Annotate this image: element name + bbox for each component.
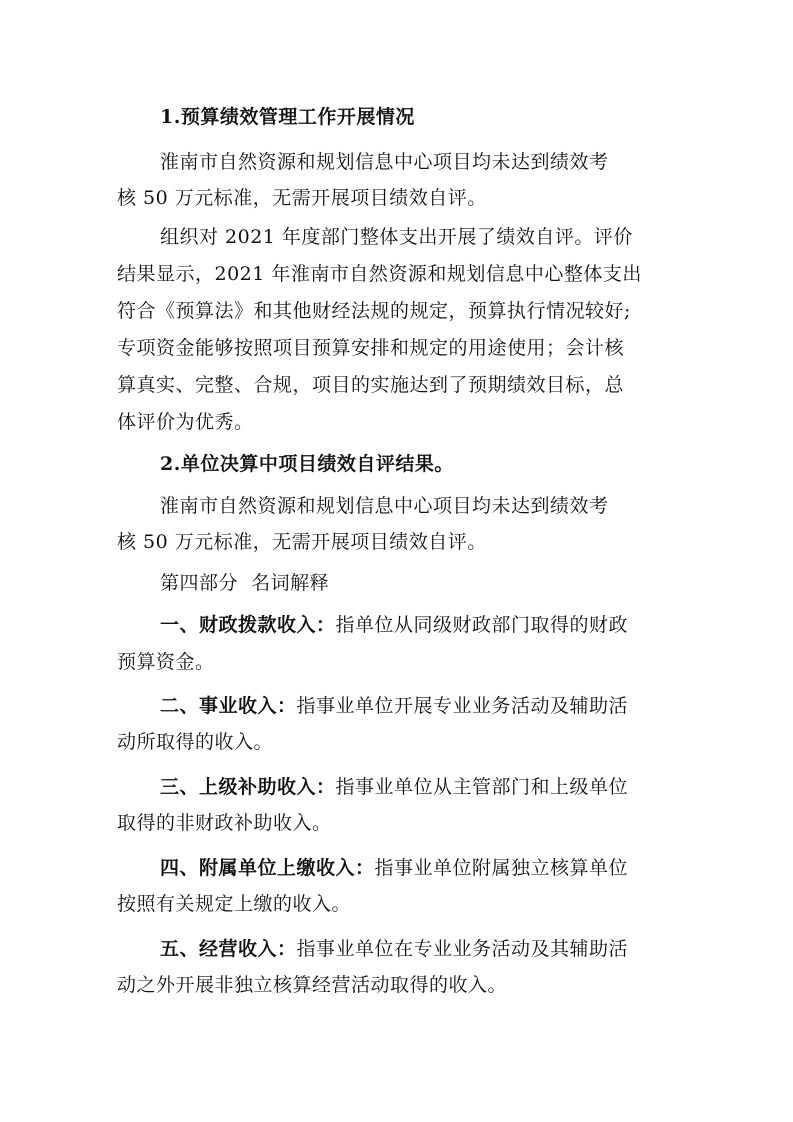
- term-5: [160, 937, 628, 961]
- section-2-para1-line1: 淮南市自然资源和规划信息中心项目均未达到绩效考: [160, 495, 609, 517]
- section-2-heading: 2.单位决算中项目绩效自评结果。: [160, 453, 454, 475]
- term-2: [160, 694, 628, 718]
- term-1-definition: 指单位从同级财政部门取得的财政: [335, 614, 629, 636]
- term-5-continuation: 动之外开展非独立核算经营活动取得的收入。: [117, 974, 508, 996]
- section-1-para2-line6: 体评价为优秀。: [117, 411, 254, 433]
- term-4-name: 四、附属单位上缴收入：: [160, 857, 375, 879]
- term-2-name: 二、事业收入：: [160, 695, 297, 717]
- term-5-definition: 指事业单位在专业业务活动及其辅助活: [296, 938, 629, 960]
- term-5-name: 五、经营收入：: [160, 938, 297, 960]
- term-3-continuation: 取得的非财政补助收入。: [117, 812, 332, 834]
- term-2-definition: 指事业单位开展专业业务活动及辅助活: [296, 695, 629, 717]
- term-3-name: 三、上级补助收入：: [160, 776, 336, 798]
- part-4-title: 第四部分 名词解释: [160, 572, 330, 594]
- term-1: [160, 613, 628, 637]
- term-2-continuation: 动所取得的收入。: [117, 731, 274, 753]
- section-1-para2-line5: 算真实、完整、合规，项目的实施达到了预期绩效目标，总: [117, 374, 625, 396]
- section-1-para2-line3: 符合《预算法》和其他财经法规的规定，预算执行情况较好;: [117, 300, 631, 322]
- section-1-para2-line2: 结果显示，2021 年淮南市自然资源和规划信息中心整体支出: [117, 263, 642, 285]
- section-1-para1-line2: 核 50 万元标准，无需开展项目绩效自评。: [117, 187, 487, 209]
- term-3: [160, 775, 628, 799]
- term-1-continuation: 预算资金。: [117, 651, 215, 673]
- term-4-continuation: 按照有关规定上缴的收入。: [117, 893, 352, 915]
- term-4-definition: 指事业单位附属独立核算单位: [374, 857, 629, 879]
- section-1-heading: 1.预算绩效管理工作开展情况: [160, 106, 415, 128]
- term-4: [160, 856, 628, 880]
- term-1-name: 一、财政拨款收入：: [160, 614, 336, 636]
- section-2-para1-line2: 核 50 万元标准，无需开展项目绩效自评。: [117, 531, 487, 553]
- term-3-definition: 指事业单位从主管部门和上级单位: [335, 776, 629, 798]
- section-1-para2-line4: 专项资金能够按照项目预算安排和规定的用途使用；会计核: [117, 337, 625, 359]
- section-1-para1-line1: 淮南市自然资源和规划信息中心项目均未达到绩效考: [160, 151, 609, 173]
- section-1-para2-line1: 组织对 2021 年度部门整体支出开展了绩效自评。评价: [160, 226, 633, 248]
